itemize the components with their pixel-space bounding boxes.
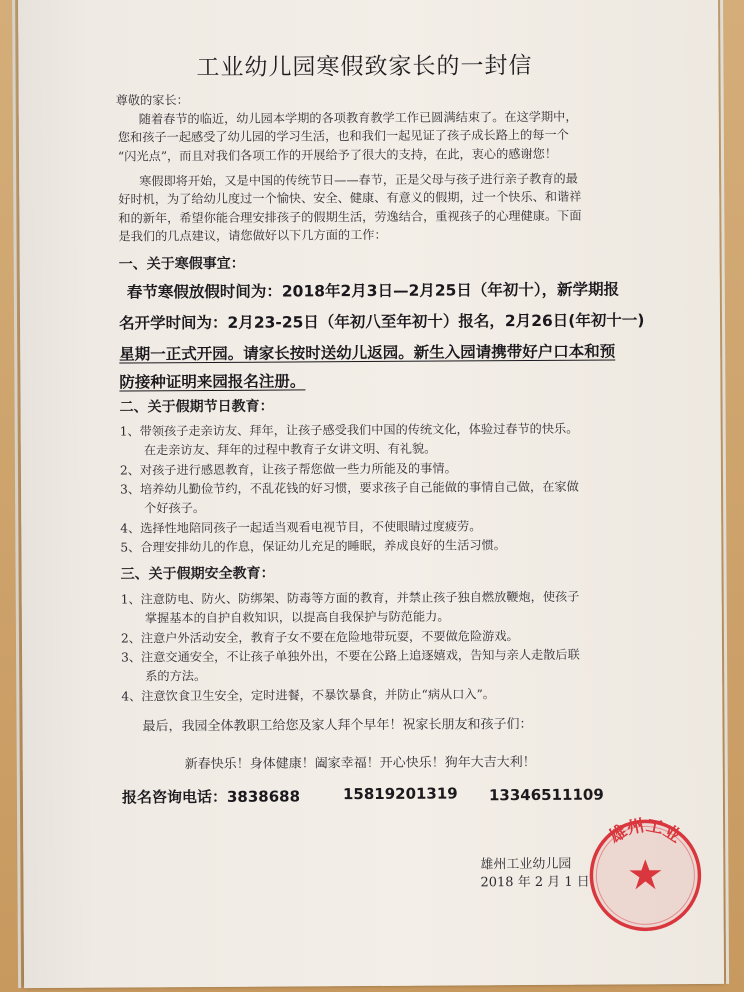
section-2-item-1-cont: 在走亲访友、拜年的过程中教育子女讲文明、有礼貌。 bbox=[143, 441, 437, 458]
section-3-item-3-cont: 系的方法。 bbox=[145, 669, 207, 684]
letter-title: 工业幼儿园寒假致家长的一封信 bbox=[196, 52, 533, 82]
section-3-item-1: 1、注意防电、防火、防绑架、防毒等方面的教育，并禁止孩子独自燃放鞭炮，使孩子 bbox=[120, 589, 580, 607]
letter-page bbox=[18, 0, 724, 988]
signature-date: 2018 年 2 月 1 日 bbox=[480, 874, 590, 891]
section-3-item-3: 3、注意交通安全，不让孩子单独外出，不要在公路上追逐嬉戏，告知与亲人走散后联 bbox=[121, 647, 580, 665]
phone-number-3: 13346511109 bbox=[488, 785, 604, 805]
section-1-line-1: 春节寒假放假时间为：2018年2月3日—2月25日（年初十），新学期报 bbox=[126, 280, 620, 302]
official-seal bbox=[579, 803, 710, 934]
signature-org: 雄州工业幼儿园 bbox=[480, 856, 572, 873]
section-2-item-3-cont: 个好孩子。 bbox=[144, 501, 206, 516]
section-3-heading: 三、关于假期安全教育： bbox=[120, 565, 275, 583]
intro-p1-line-1: 随着春节的临近，幼儿园本学期的各项教育教学工作已圆满结束了。在这学期中， bbox=[138, 109, 578, 127]
phone-number-2: 15819201319 bbox=[342, 784, 458, 804]
section-3-item-1-cont: 掌握基本的自护自救知识，以提高自我保护与防范能力。 bbox=[144, 609, 450, 626]
section-1-line-3: 星期一正式开园。请家长按时送幼儿返园。新生入园请携带好户口本和预 bbox=[119, 342, 616, 364]
closing-line: 最后，我园全体教职工给您及家人拜个早年！祝家长朋友和孩子们： bbox=[142, 717, 533, 735]
intro-p2-line-2: 好时机，为了给幼儿度过一个愉快、安全、健康、有意义的假期，过一个快乐、和谐祥 bbox=[118, 189, 582, 207]
section-2-item-3: 3、培养幼儿勤俭节约，不乱花钱的好习惯，要求孩子自己能做的事情自己做，在家做 bbox=[120, 479, 579, 497]
section-2-item-2: 2、对孩子进行感恩教育，让孩子帮您做一些力所能及的事情。 bbox=[119, 461, 457, 478]
intro-p2-line-1: 寒假即将开始，又是中国的传统节日——春节，正是父母与孩子进行亲子教育的最 bbox=[139, 171, 578, 189]
phone-label: 报名咨询电话：3838688 bbox=[121, 787, 301, 807]
section-2-heading: 二、关于假期节日教育： bbox=[119, 398, 274, 416]
intro-p1-line-3: “闪光点”，而且对我们各项工作的开展给予了很大的支持，在此，衷心的感谢您！ bbox=[117, 146, 558, 164]
wishes-line: 新春快乐！身体健康！阖家幸福！开心快乐！狗年大吉大利！ bbox=[184, 754, 536, 773]
seal-text: 雄州工业 bbox=[605, 815, 685, 848]
intro-p2-line-3: 和的新年，希望你能合理安排孩子的假期生活，劳逸结合，重视孩子的心理健康。下面 bbox=[118, 208, 582, 226]
intro-p1-line-2: 您和孩子一起感受了幼儿园的学习生活，也和我们一起见证了孩子成长路上的每一个 bbox=[117, 127, 569, 145]
section-2-item-5: 5、合理安排幼儿的作息，保证幼儿充足的睡眠，养成良好的生活习惯。 bbox=[120, 538, 507, 555]
intro-p2-line-4: 是我们的几点建议，请您做好以下几方面的工作： bbox=[118, 227, 387, 244]
section-1-heading: 一、关于寒假事宜： bbox=[118, 255, 245, 273]
section-2-item-4: 4、选择性地陪同孩子一起适当观看电视节目，不使眼睛过度疲劳。 bbox=[120, 519, 482, 536]
section-2-item-1: 1、带领孩子走亲访友、拜年，让孩子感受我们中国的传统文化，体验过春节的快乐。 bbox=[119, 421, 579, 439]
section-1-line-2: 名开学时间为：2月23-25日（年初八至年初十）报名，2月26日(年初十一) bbox=[118, 311, 645, 333]
section-1-line-4: 防接种证明来园报名注册。 bbox=[119, 372, 306, 392]
section-3-item-4: 4、注意饮食卫生安全，定时进餐，不暴饮暴食，并防止“病从口入”。 bbox=[121, 687, 496, 704]
salutation: 尊敬的家长： bbox=[115, 93, 189, 108]
section-3-item-2: 2、注意户外活动安全，教育子女不要在危险地带玩耍，不要做危险游戏。 bbox=[120, 629, 519, 646]
